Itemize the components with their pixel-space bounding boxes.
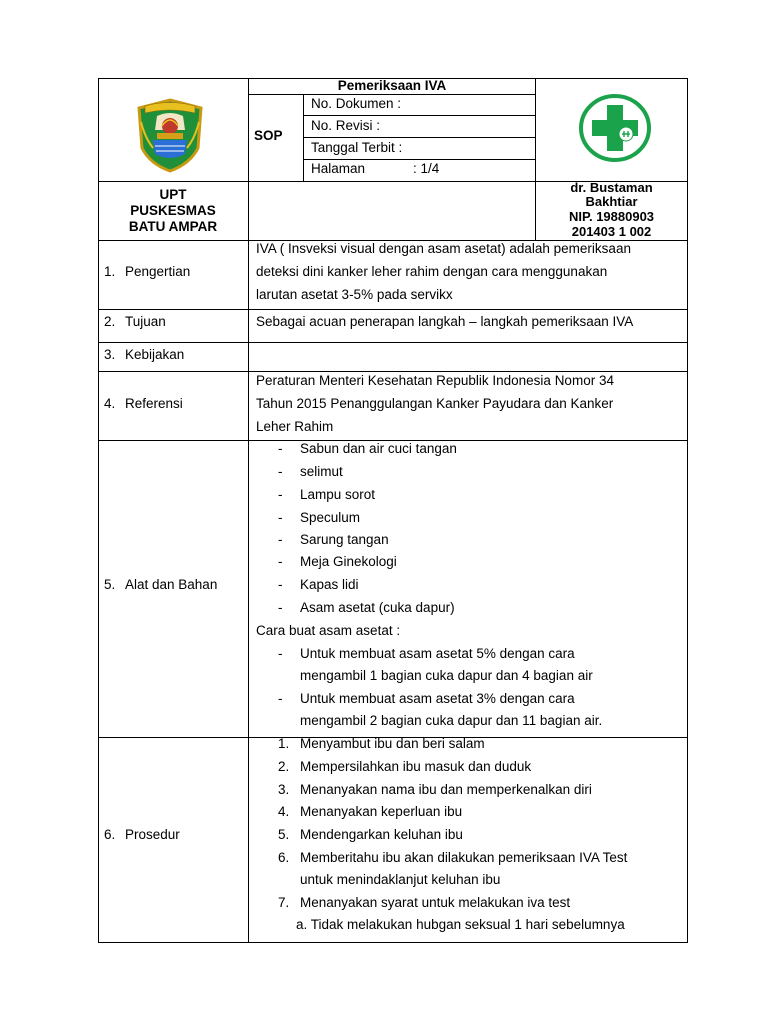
cara-item: mengambil 2 bagian cuka dapur dan 11 bagian air.: [300, 713, 603, 728]
step-text: Memberitahu ibu akan dilakukan pemeriksaan IVA Test: [300, 850, 628, 865]
list-item: Sarung tangan: [300, 532, 389, 547]
tujuan-text: Sebagai acuan penerapan langkah – langkah pemeriksaan IVA: [256, 314, 634, 329]
referensi-line: Leher Rahim: [256, 419, 334, 434]
list-bullet: -: [278, 532, 283, 547]
cara-title: Cara buat asam asetat :: [256, 623, 401, 638]
step-number: 4.: [278, 804, 290, 819]
page-label: Halaman: [311, 161, 366, 176]
cara-item: mengambil 1 bagian cuka dapur dan 4 bagian air: [300, 668, 593, 683]
section-number: 3.: [104, 347, 116, 362]
step-text: Menanyakan nama ibu dan memperkenalkan diri: [300, 782, 592, 797]
pengertian-line: deteksi dini kanker leher rahim dengan cara menggunakan: [256, 264, 608, 279]
list-bullet: -: [278, 510, 283, 525]
step-text: Menanyakan keperluan ibu: [300, 804, 463, 819]
list-bullet: -: [278, 441, 283, 456]
list-item: Lampu sorot: [300, 487, 376, 502]
step-text: Menyambut ibu dan beri salam: [300, 736, 485, 751]
list-item: Sabun dan air cuci tangan: [300, 441, 457, 456]
signer-name-line-1: dr. Bustaman: [570, 180, 653, 195]
cara-item: Untuk membuat asam asetat 5% dengan cara: [300, 646, 575, 661]
step-text: untuk menindaklanjut keluhan ibu: [300, 872, 501, 887]
section-label-pengertian: Pengertian: [125, 264, 191, 279]
section-number: 2.: [104, 314, 116, 329]
section-number: 6.: [104, 827, 116, 842]
list-item: Meja Ginekologi: [300, 554, 397, 569]
step-number: 3.: [278, 782, 290, 797]
sop-label: SOP: [254, 128, 283, 143]
list-bullet: -: [278, 577, 283, 592]
section-label-prosedur: Prosedur: [125, 827, 180, 842]
section-number: 4.: [104, 396, 116, 411]
list-item: Speculum: [300, 510, 361, 525]
section-label-tujuan: Tujuan: [125, 314, 166, 329]
step-text: Mendengarkan keluhan ibu: [300, 827, 463, 842]
step-number: 7.: [278, 895, 290, 910]
doc-number-label: No. Dokumen :: [311, 96, 402, 111]
referensi-line: Tahun 2015 Penanggulangan Kanker Payudara dan Kanker: [256, 396, 614, 411]
org-name-line-3: BATU AMPAR: [128, 219, 218, 234]
page-value: : 1/4: [413, 161, 440, 176]
referensi-line: Peraturan Menteri Kesehatan Republik Indonesia Nomor 34: [256, 373, 614, 388]
sub-step-text: a. Tidak melakukan hubgan seksual 1 hari sebelumnya: [296, 917, 625, 932]
section-label-alat: Alat dan Bahan: [125, 577, 218, 592]
org-name-line-1: UPT: [159, 187, 187, 202]
list-bullet: -: [278, 554, 283, 569]
list-item: selimut: [300, 464, 343, 479]
signer-nip-line-1: NIP. 19880903: [568, 209, 655, 224]
step-number: 1.: [278, 736, 290, 751]
document-title: Pemeriksaan IVA: [337, 78, 447, 93]
signer-nip-line-2: 201403 1 002: [571, 224, 652, 239]
section-number: 5.: [104, 577, 116, 592]
pengertian-line: IVA ( Insveksi visual dengan asam asetat) adalah pemeriksaan: [256, 241, 631, 256]
issue-date-label: Tanggal Terbit :: [311, 140, 403, 155]
list-bullet: -: [278, 600, 283, 615]
revision-label: No. Revisi :: [311, 118, 381, 133]
step-text: Mempersilahkan ibu masuk dan duduk: [300, 759, 532, 774]
section-label-kebijakan: Kebijakan: [125, 347, 185, 362]
section-number: 1.: [104, 264, 116, 279]
step-number: 2.: [278, 759, 290, 774]
list-bullet: -: [278, 646, 283, 661]
list-bullet: -: [278, 464, 283, 479]
section-label-referensi: Referensi: [125, 396, 183, 411]
list-item: Asam asetat (cuka dapur): [300, 600, 455, 615]
step-number: 5.: [278, 827, 290, 842]
puskesmas-logo: [578, 93, 652, 163]
list-bullet: -: [278, 487, 283, 502]
step-number: 6.: [278, 850, 290, 865]
signer-name-line-2: Bakhtiar: [585, 194, 638, 209]
org-name-line-2: PUSKESMAS: [130, 203, 216, 218]
list-bullet: -: [278, 691, 283, 706]
step-text: Menanyakan syarat untuk melakukan iva test: [300, 895, 571, 910]
list-item: Kapas lidi: [300, 577, 359, 592]
cara-item: Untuk membuat asam asetat 3% dengan cara: [300, 691, 575, 706]
pengertian-line: larutan asetat 3-5% pada servikx: [256, 287, 453, 302]
regional-emblem-logo: [135, 98, 205, 173]
